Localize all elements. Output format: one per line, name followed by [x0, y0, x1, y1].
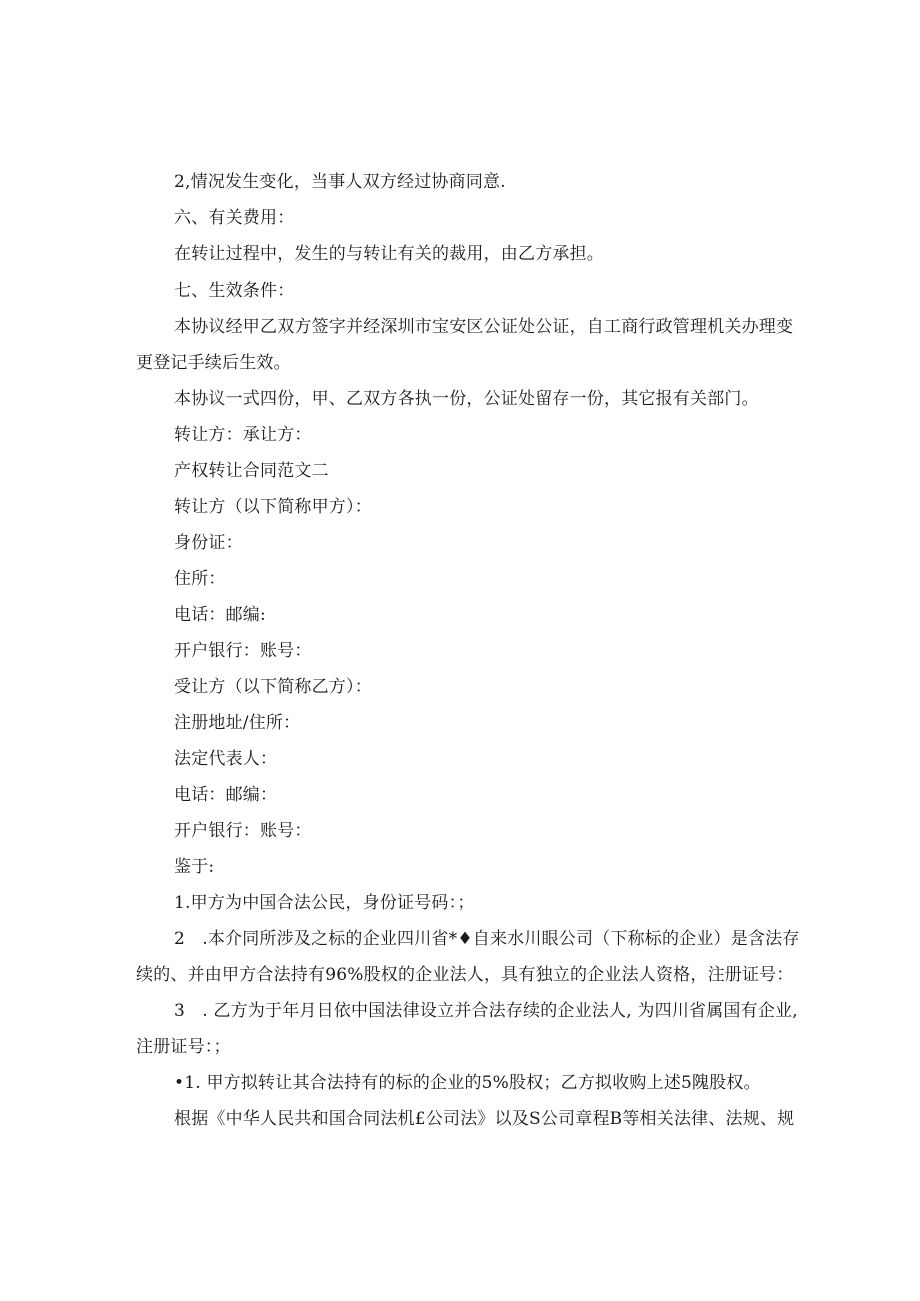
paragraph-line: 在转让过程中，发生的与转让有关的裁用，由乙方承担。 [174, 244, 604, 264]
field-label: 电话：邮编： [174, 785, 278, 805]
paragraph-line: 根据《中华人民共和国合同法机£公司法》以及S公司章程B等相关法律、法规、规 [174, 1109, 795, 1129]
section-heading: 六、有关费用： [174, 208, 295, 228]
paragraph-line: 注册证号：； [136, 1037, 231, 1057]
field-label: 住所： [174, 569, 226, 589]
recital-item: 1.甲方为中国合法公民，身份证号码：； [174, 893, 475, 913]
document-subtitle: 产权转让合同范文二 [174, 461, 329, 481]
section-heading: 七、生效条件： [174, 281, 295, 301]
paragraph-line: 续的、并由甲方合法持有96%股权的企业法人，具有独立的企业法人资格，注册证号： [136, 965, 794, 985]
field-label: 开户银行：账号： [174, 821, 312, 841]
recital-item: •1. 甲方拟转让其合法持有的标的企业的5%股权；乙方拟收购上述5隗股权。 [174, 1073, 761, 1093]
field-label: 身份证： [174, 533, 243, 553]
paragraph-line: 2,情况发生变化，当事人双方经过协商同意. [174, 172, 506, 192]
paragraph-line: 更登记手续后生效。 [136, 353, 291, 373]
party-b-heading: 受让方（以下简称乙方）： [174, 677, 372, 697]
field-label: 开户银行：账号： [174, 641, 312, 661]
signature-line: 转让方：承让方： [174, 425, 312, 445]
recitals-heading: 鉴于: [174, 857, 215, 877]
field-label: 法定代表人： [174, 749, 278, 769]
party-a-heading: 转让方（以下简称甲方）： [174, 497, 372, 517]
field-label: 注册地址/住所： [174, 713, 301, 733]
paragraph-line: 本协议经甲乙双方签字并经深圳市宝安区公证处公证，自工商行政管理机关办理变 [174, 317, 794, 337]
field-label: 电话：邮编: [174, 605, 266, 625]
recital-item: 3 . 乙方为于年月日依中国法律设立并合法存续的企业法人, 为四川省属国有企业, [174, 1001, 798, 1021]
paragraph-line: 本协议一式四份，甲、乙双方各执一份，公证处留存一份，其它报有关部门。 [174, 389, 759, 409]
recital-item: 2 .本介同所涉及之标的企业四川省*♦自来水川眼公司（下称标的企业）是含法存 [174, 929, 800, 949]
